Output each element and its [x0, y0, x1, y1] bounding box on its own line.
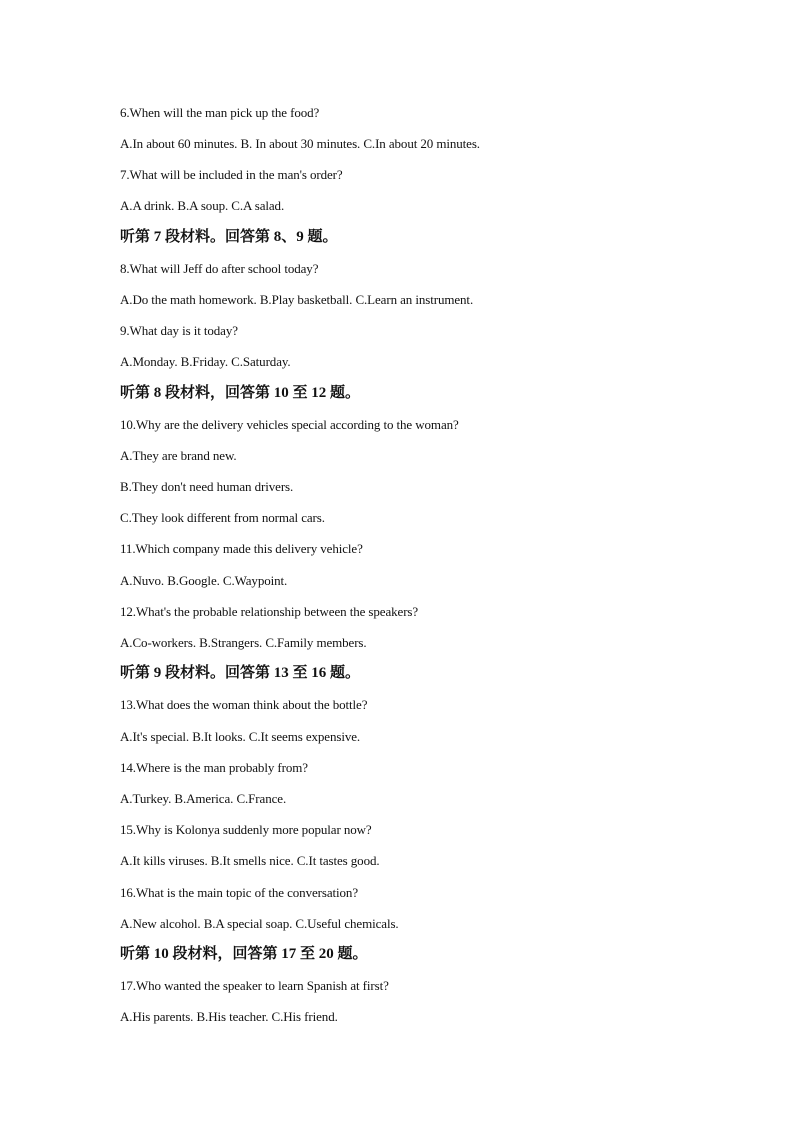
question-6: 6.When will the man pick up the food?: [120, 105, 320, 120]
question-13: 13.What does the woman think about the bottle?: [120, 697, 368, 712]
options-17: A.His parents. B.His teacher. C.His friend.: [120, 1009, 338, 1024]
question-16: 16.What is the main topic of the conversation?: [120, 885, 358, 900]
options-11: A.Nuvo. B.Google. C.Waypoint.: [120, 573, 288, 588]
question-14: 14.Where is the man probably from?: [120, 760, 308, 775]
option-10c: C.They look different from normal cars.: [120, 510, 325, 525]
section-heading-9: 听第 9 段材料。回答第 13 至 16 题。: [120, 665, 361, 681]
options-8: A.Do the math homework. B.Play basketball. C.Learn an instrument.: [120, 292, 474, 307]
question-17: 17.Who wanted the speaker to learn Spanish at first?: [120, 978, 389, 993]
question-11: 11.Which company made this delivery vehicle?: [120, 541, 363, 556]
question-15: 15.Why is Kolonya suddenly more popular now?: [120, 822, 372, 837]
option-10b: B.They don't need human drivers.: [120, 479, 294, 494]
options-16: A.New alcohol. B.A special soap. C.Useful chemicals.: [120, 916, 399, 931]
question-9: 9.What day is it today?: [120, 323, 238, 338]
section-heading-8: 听第 8 段材料，回答第 10 至 12 题。: [120, 385, 361, 401]
section-heading-10: 听第 10 段材料，回答第 17 至 20 题。: [120, 946, 368, 962]
options-14: A.Turkey. B.America. C.France.: [120, 791, 287, 806]
options-15: A.It kills viruses. B.It smells nice. C.It tastes good.: [120, 853, 380, 868]
options-9: A.Monday. B.Friday. C.Saturday.: [120, 354, 291, 369]
options-12: A.Co-workers. B.Strangers. C.Family members.: [120, 635, 367, 650]
question-8: 8.What will Jeff do after school today?: [120, 261, 319, 276]
section-heading-7: 听第 7 段材料。回答第 8、9 题。: [120, 229, 338, 245]
question-10: 10.Why are the delivery vehicles special according to the woman?: [120, 417, 459, 432]
question-12: 12.What's the probable relationship between the speakers?: [120, 604, 419, 619]
option-10a: A.They are brand new.: [120, 448, 237, 463]
options-6: A.In about 60 minutes. B. In about 30 minutes. C.In about 20 minutes.: [120, 136, 480, 151]
options-13: A.It's special. B.It looks. C.It seems expensive.: [120, 729, 361, 744]
question-7: 7.What will be included in the man's order?: [120, 167, 343, 182]
options-7: A.A drink. B.A soup. C.A salad.: [120, 198, 285, 213]
